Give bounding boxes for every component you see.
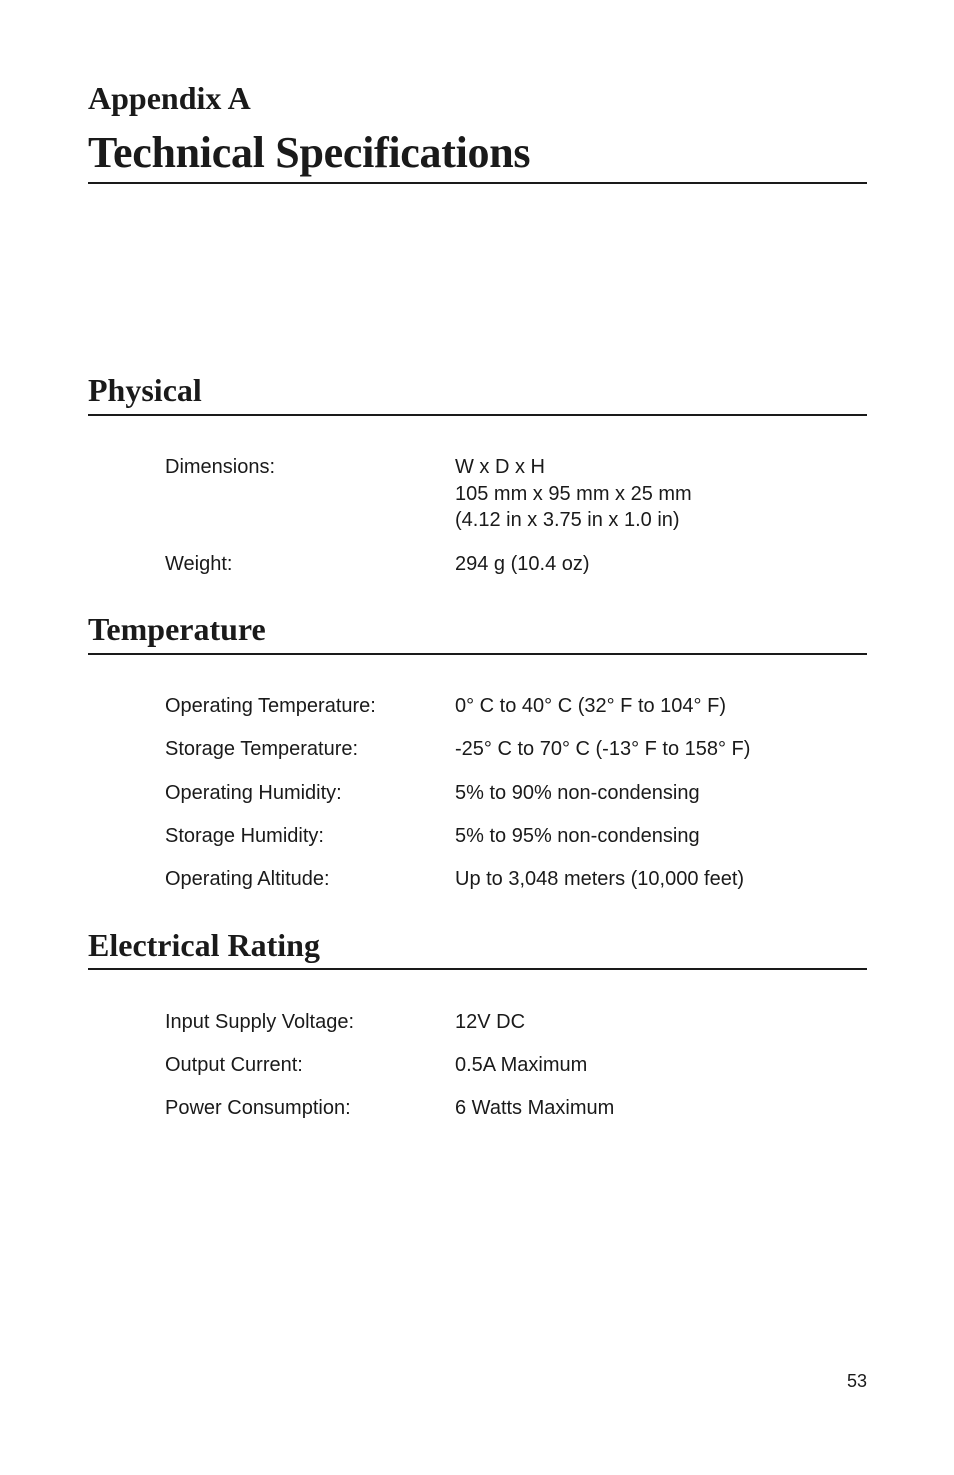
spec-label: Power Consumption: <box>165 1097 351 1119</box>
spec-value: 6 Watts Maximum <box>455 1097 615 1119</box>
spec-value <box>455 454 692 534</box>
spec-value: Up to 3,048 meters (10,000 feet) <box>455 868 745 890</box>
spec-value-line: (4.12 in x 3.75 in x 1.0 in) <box>455 509 680 531</box>
section-divider-physical <box>88 414 867 416</box>
spec-value: 5% to 90% non-condensing <box>455 782 700 804</box>
spec-label: Output Current: <box>165 1054 303 1076</box>
spec-value: 12V DC <box>455 1011 526 1033</box>
spec-label: Operating Temperature: <box>165 695 376 717</box>
spec-label: Storage Temperature: <box>165 738 359 760</box>
spec-value: 0° C to 40° C (32° F to 104° F) <box>455 695 726 717</box>
spec-label: Storage Humidity: <box>165 825 324 847</box>
spec-label: Operating Altitude: <box>165 868 330 890</box>
spec-value: 294 g (10.4 oz) <box>455 553 590 575</box>
page-number: 53 <box>847 1371 868 1391</box>
section-heading-physical: Physical <box>88 372 202 408</box>
spec-value: 0.5A Maximum <box>455 1054 588 1076</box>
section-heading-temperature: Temperature <box>88 611 266 647</box>
title-divider <box>88 182 867 184</box>
spec-value: 5% to 95% non-condensing <box>455 825 700 847</box>
spec-label: Input Supply Voltage: <box>165 1011 355 1033</box>
section-divider-temperature <box>88 653 867 655</box>
section-divider-electrical-rating <box>88 968 867 970</box>
page-title: Technical Specifications <box>88 128 531 177</box>
spec-label: Operating Humidity: <box>165 782 342 804</box>
spec-label: Weight: <box>165 553 233 575</box>
section-heading-electrical-rating: Electrical Rating <box>88 927 320 963</box>
spec-value: -25° C to 70° C (-13° F to 158° F) <box>455 738 751 760</box>
spec-value-line: W x D x H <box>455 456 545 478</box>
appendix-label: Appendix A <box>88 80 251 116</box>
spec-label: Dimensions: <box>165 456 276 478</box>
spec-value-line: 105 mm x 95 mm x 25 mm <box>455 482 692 505</box>
